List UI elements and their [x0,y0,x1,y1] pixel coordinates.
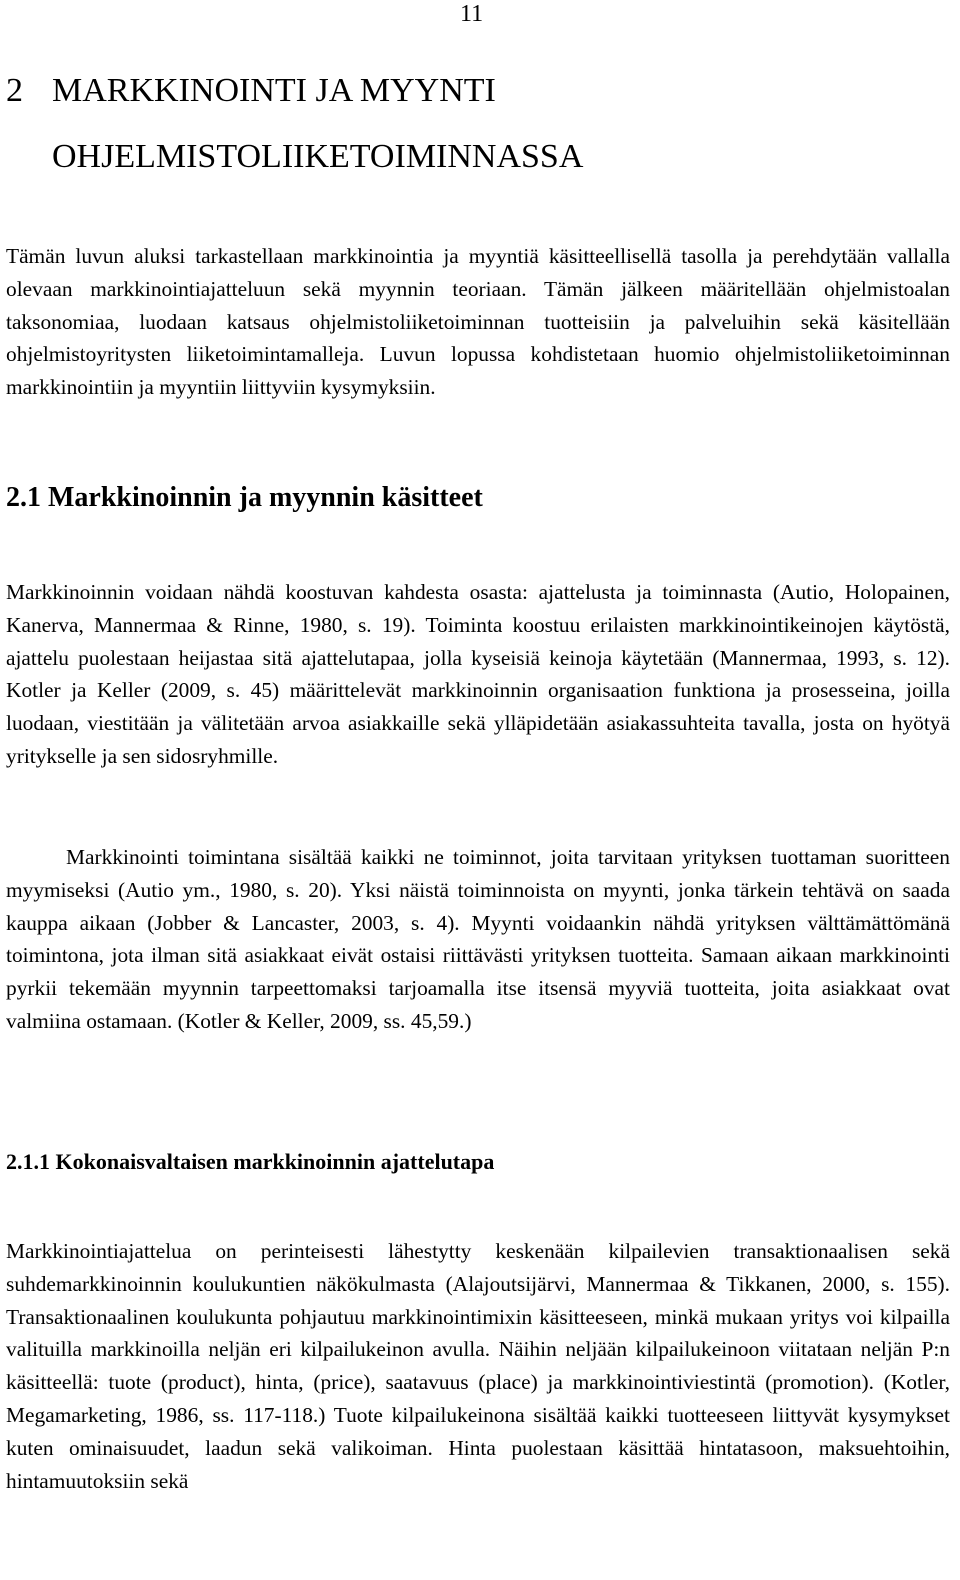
section-heading-2-1: 2.1 Markkinoinnin ja myynnin käsitteet [6,482,483,513]
section-2-1-1-paragraph-1: Markkinointiajattelua on perinteisesti lähestytty keskenään kilpailevien transaktionaalisen sekä suhdemarkkinoinnin koulukuntien näkökulmasta (Alajoutsijärvi, Mannermaa & Tikkanen, 2000, s. 155). Transaktionaalinen koulukunta pohjautuu markkinointimixin käsitteeseen, minkä mukaan yritys voi kilpailla valituilla markkinoilla neljän eri kilpailukeinon avulla. Näihin neljään kilpailukeinoon viitataan neljän P:n käsitteellä: tuote (product), hinta, (price), saatavuus (place) ja markkinointiviestintä (promotion). (Kotler, Megamarketing, 1986, ss. 117-118.) Tuote kilpailukeinona sisältää kaikki tuotteeseen liittyvät kysymykset kuten ominaisuudet, laadun sekä valikoiman. Hinta puolestaan käsittää hintatasoon, maksuehtoihin, hintamuutoksiin sekä [6,1239,950,1493]
section-2-1-paragraph-1: Markkinoinnin voidaan nähdä koostuvan kahdesta osasta: ajattelusta ja toiminnasta (Autio, Holopainen, Kanerva, Mannermaa & Rinne, 1980, s. 19). Toiminta koostuu erilaisten markkinointikeinojen käytöstä, ajattelu puolestaan heijastaa sitä ajattelutapaa, jolla kyseisiä keinoja käytetään (Mannermaa, 1993, s. 12). Kotler ja Keller (2009, s. 45) määrittelevät markkinoinnin organisaation funktiona ja prosesseina, joilla luodaan, viestitään ja välitetään arvoa asiakkaille sekä ylläpidetään asiakassuhteita tavalla, josta on hyötyä yritykselle ja sen sidosryhmille. [6,580,950,768]
chapter-number: 2 [6,72,23,109]
chapter-title-line2: OHJELMISTOLIIKETOIMINNASSA [52,138,584,175]
page-number: 11 [460,1,484,27]
chapter-title-line1: MARKKINOINTI JA MYYNTI [52,72,496,109]
chapter-title [6,58,946,190]
section-2-1-paragraph-2: Markkinointi toimintana sisältää kaikki ne toiminnot, joita tarvitaan yrityksen tuottaman suoritteen myymiseksi (Autio ym., 1980, s. 20). Yksi näistä toiminnoista on myynti, jonka tärkein tehtävä on saada kauppa aikaan (Jobber & Lancaster, 2003, s. 4). Myynti voidaankin nähdä yrityksen välttämättömänä toimintona, jota ilman sitä asiakkaat eivät ostaisi riittävästi yrityksen tuotteita. Samaan aikaan markkinointi pyrkii tekemään myynnin tarpeettomaksi tarjoamalla itse itsensä myyviä tuotteita, joita asiakkaat ovat valmiina ostamaan. (Kotler & Keller, 2009, ss. 45,59.) [6,845,950,1033]
intro-paragraph: Tämän luvun aluksi tarkastellaan markkinointia ja myyntiä käsitteellisellä tasolla ja perehdytään vallalla olevaan markkinointiajatteluun sekä myynnin teoriaan. Tämän jälkeen määritellään ohjelmistoalan taksonomiaa, luodaan katsaus ohjelmistoliiketoiminnan tuotteisiin ja palveluihin sekä käsitellään ohjelmistoyritysten liiketoimintamalleja. Luvun lopussa kohdistetaan huomio ohjelmistoliiketoiminnan markkinointiin ja myyntiin liittyviin kysymyksiin. [6,244,950,400]
section-heading-2-1-1: 2.1.1 Kokonaisvaltaisen markkinoinnin ajattelutapa [6,1149,495,1174]
